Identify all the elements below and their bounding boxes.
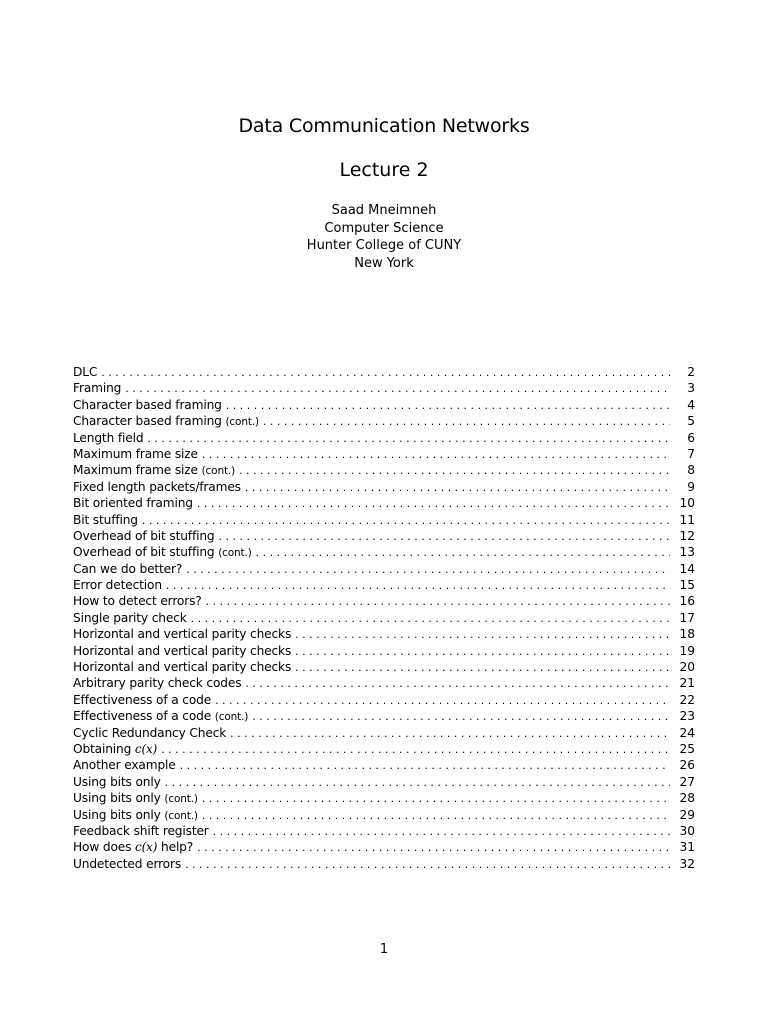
- toc-entry-title: [73, 823, 209, 839]
- toc-entry-label: Undetected errors: [73, 856, 182, 871]
- toc-entry-title: [73, 839, 193, 855]
- toc-entry-continued: (cont.): [214, 711, 249, 724]
- toc-entry[interactable]: [73, 512, 695, 528]
- toc-dot-leader: [239, 463, 670, 478]
- toc-page-number: 31: [679, 840, 695, 855]
- toc-dot-leader: [186, 562, 670, 577]
- toc-entry[interactable]: [73, 626, 695, 642]
- toc-entry[interactable]: [73, 659, 695, 675]
- toc-dot-leader: [215, 693, 670, 708]
- toc-entry-title: [73, 479, 241, 495]
- toc-entry-label: Bit stuffing: [73, 512, 138, 527]
- toc-entry[interactable]: [73, 823, 695, 839]
- toc-entry-label: How to detect errors?: [73, 594, 202, 609]
- toc-page-number: 9: [687, 479, 695, 494]
- toc-page-number: 20: [679, 660, 695, 675]
- toc-dot-leader: [256, 545, 670, 560]
- author-institution: Hunter College of CUNY: [306, 238, 462, 253]
- toc-dot-leader: [180, 758, 670, 773]
- toc-entry-title: [73, 790, 198, 806]
- toc-dot-leader: [245, 480, 670, 495]
- toc-entry-label: Another example: [73, 758, 176, 773]
- toc-page-number: 4: [687, 397, 695, 412]
- toc-entry-label: Effectiveness of a code: [73, 709, 215, 724]
- toc-entry-label: Fixed length packets/frames: [73, 479, 241, 494]
- toc-entry-title: [73, 692, 211, 708]
- toc-entry[interactable]: [73, 593, 695, 609]
- toc-entry-label: Using bits only: [73, 807, 165, 822]
- toc-entry-title: [73, 807, 198, 823]
- toc-page-number: 6: [687, 430, 695, 445]
- toc-entry[interactable]: [73, 495, 695, 511]
- toc-page-number: 16: [679, 594, 695, 609]
- toc-entry-label: Character based framing: [73, 397, 222, 412]
- toc-entry[interactable]: [73, 725, 695, 741]
- toc-entry-label: Single parity check: [73, 610, 187, 625]
- toc-page-number: 22: [679, 692, 695, 707]
- toc-entry-suffix: help?: [157, 840, 194, 855]
- toc-entry-title: [73, 610, 187, 626]
- toc-entry-label: Arbitrary parity check codes: [73, 676, 242, 691]
- toc-entry[interactable]: [73, 561, 695, 577]
- toc-entry-math: c(x): [135, 840, 158, 855]
- toc-entry-title: [73, 659, 291, 675]
- toc-entry[interactable]: [73, 577, 695, 593]
- toc-entry[interactable]: [73, 807, 695, 823]
- toc-entry-title: [73, 430, 143, 446]
- toc-entry-title: [73, 495, 193, 511]
- toc-entry[interactable]: [73, 397, 695, 413]
- toc-entry-title: [73, 364, 97, 380]
- author-department: Computer Science: [324, 220, 444, 236]
- toc-entry-label: Bit oriented framing: [73, 496, 193, 511]
- toc-entry[interactable]: [73, 856, 695, 872]
- toc-page-number: 15: [679, 578, 695, 593]
- toc-dot-leader: [202, 447, 670, 462]
- toc-entry-label: Maximum frame size: [73, 446, 198, 461]
- toc-entry-continued: (cont.): [164, 809, 198, 822]
- toc-entry-continued: (cont.): [225, 416, 259, 429]
- toc-entry-label: Overhead of bit stuffing: [73, 545, 219, 560]
- toc-entry-label: Can we do better?: [73, 561, 183, 576]
- toc-dot-leader: [147, 431, 670, 446]
- toc-entry-label: Effectiveness of a code: [73, 692, 212, 707]
- toc-entry-title: [73, 561, 182, 577]
- toc-entry-title: [73, 626, 291, 642]
- toc-entry-label: Cyclic Redundancy Check: [73, 725, 227, 740]
- toc-entry-title: [73, 774, 161, 790]
- toc-dot-leader: [165, 775, 670, 790]
- toc-entry-label: Using bits only: [73, 791, 165, 806]
- toc-entry-continued: (cont.): [201, 465, 236, 478]
- toc-dot-leader: [142, 513, 670, 528]
- toc-entry[interactable]: [73, 479, 695, 495]
- toc-dot-leader: [295, 627, 670, 642]
- toc-entry-label: Feedback shift register: [73, 823, 209, 838]
- toc-entry-title: [73, 593, 202, 609]
- toc-entry[interactable]: [73, 610, 695, 626]
- toc-entry-title: [73, 380, 121, 396]
- toc-entry-title: [73, 741, 157, 757]
- toc-page-number: 10: [679, 496, 695, 511]
- toc-entry[interactable]: [73, 741, 695, 757]
- toc-dot-leader: [101, 365, 670, 380]
- toc-entry-title: [73, 675, 241, 691]
- toc-entry-title: [73, 528, 214, 544]
- toc-page-number: 30: [679, 823, 695, 838]
- toc-dot-leader: [263, 414, 670, 429]
- toc-entry[interactable]: [73, 708, 695, 724]
- toc-entry-title: [73, 446, 198, 462]
- toc-entry-label: Horizontal and vertical parity checks: [73, 643, 292, 658]
- toc-page-number: 12: [679, 528, 695, 543]
- toc-entry[interactable]: [73, 364, 695, 380]
- toc-entry-label: DLC: [73, 365, 98, 379]
- toc-page-number: 2: [687, 365, 695, 379]
- toc-entry-continued: (cont.): [218, 547, 252, 560]
- toc-entry-label: Horizontal and vertical parity checks: [73, 660, 292, 675]
- toc-entry[interactable]: [73, 462, 695, 478]
- toc-entry-label: Character based framing: [73, 414, 226, 429]
- toc-page-number: 5: [687, 414, 695, 429]
- toc-entry-title: [73, 577, 162, 593]
- toc-entry-label: How does: [73, 840, 136, 855]
- toc-page-number: 26: [679, 758, 695, 773]
- toc-entry-title: [73, 397, 222, 413]
- toc-page-number: 8: [687, 463, 695, 478]
- toc-dot-leader: [226, 398, 670, 413]
- toc-dot-leader: [125, 381, 670, 396]
- toc-entry-title: [73, 544, 252, 560]
- author-location: New York: [354, 255, 414, 271]
- toc-dot-leader: [202, 791, 670, 806]
- toc-page-number: 17: [679, 610, 695, 625]
- toc-page-number: 7: [687, 446, 695, 461]
- toc-entry[interactable]: [73, 544, 695, 560]
- toc-entry[interactable]: [73, 446, 695, 462]
- table-of-contents: [73, 364, 695, 872]
- toc-entry[interactable]: [73, 839, 695, 855]
- document-title: Data Communication Networks: [238, 115, 530, 137]
- toc-entry[interactable]: [73, 675, 695, 691]
- toc-entry-label: Error detection: [73, 578, 162, 593]
- toc-page-number: 18: [679, 627, 695, 642]
- toc-entry[interactable]: [73, 413, 695, 429]
- toc-dot-leader: [252, 709, 670, 724]
- toc-entry[interactable]: [73, 790, 695, 806]
- toc-dot-leader: [166, 578, 670, 593]
- toc-dot-leader: [191, 611, 670, 626]
- toc-dot-leader: [206, 594, 670, 609]
- toc-entry[interactable]: [73, 757, 695, 773]
- toc-dot-leader: [295, 660, 670, 675]
- toc-dot-leader: [218, 529, 670, 544]
- author-name: Saad Mneimneh: [331, 203, 437, 218]
- toc-entry[interactable]: [73, 430, 695, 446]
- toc-entry-label: Obtaining: [73, 741, 135, 756]
- toc-page-number: 19: [679, 643, 695, 658]
- toc-dot-leader: [295, 644, 670, 659]
- toc-page-number: 3: [687, 381, 695, 396]
- toc-page-number: 32: [679, 856, 695, 871]
- toc-entry-label: Maximum frame size: [73, 463, 202, 478]
- toc-entry[interactable]: [73, 774, 695, 790]
- toc-page-number: 24: [679, 725, 695, 740]
- toc-entry-label: Length field: [73, 430, 144, 445]
- toc-page-number: 29: [679, 807, 695, 822]
- toc-entry-title: [73, 512, 138, 528]
- toc-entry-title: [73, 725, 226, 741]
- toc-entry-title: [73, 856, 181, 872]
- page-number: 1: [379, 942, 389, 957]
- toc-page-number: 25: [679, 741, 695, 756]
- toc-dot-leader: [185, 857, 670, 872]
- toc-dot-leader: [213, 824, 670, 839]
- toc-entry-label: Horizontal and vertical parity checks: [73, 627, 292, 642]
- toc-page-number: 27: [679, 774, 695, 789]
- toc-dot-leader: [197, 496, 670, 511]
- toc-entry-title: [73, 643, 291, 659]
- toc-entry-label: Framing: [73, 381, 122, 396]
- toc-entry-math: c(x): [134, 741, 158, 756]
- toc-page-number: 23: [679, 709, 695, 724]
- toc-entry[interactable]: [73, 528, 695, 544]
- toc-entry[interactable]: [73, 692, 695, 708]
- toc-page-number: 11: [679, 512, 695, 527]
- toc-dot-leader: [161, 742, 670, 757]
- author-block: [0, 202, 768, 272]
- toc-dot-leader: [197, 840, 670, 855]
- toc-entry-label: Overhead of bit stuffing: [73, 528, 215, 543]
- lecture-number: Lecture 2: [339, 159, 429, 181]
- toc-entry[interactable]: [73, 643, 695, 659]
- toc-dot-leader: [202, 808, 670, 823]
- toc-dot-leader: [230, 726, 670, 741]
- toc-page-number: 13: [679, 545, 695, 560]
- toc-page-number: 21: [679, 676, 695, 691]
- toc-entry-title: [73, 462, 235, 478]
- toc-entry-label: Using bits only: [73, 774, 161, 789]
- toc-dot-leader: [245, 676, 670, 691]
- toc-entry-title: [73, 708, 248, 724]
- toc-entry-title: [73, 757, 176, 773]
- toc-page-number: 14: [679, 561, 695, 576]
- toc-entry[interactable]: [73, 380, 695, 396]
- toc-page-number: 28: [679, 791, 695, 806]
- toc-entry-title: [73, 413, 259, 429]
- toc-entry-continued: (cont.): [164, 793, 198, 806]
